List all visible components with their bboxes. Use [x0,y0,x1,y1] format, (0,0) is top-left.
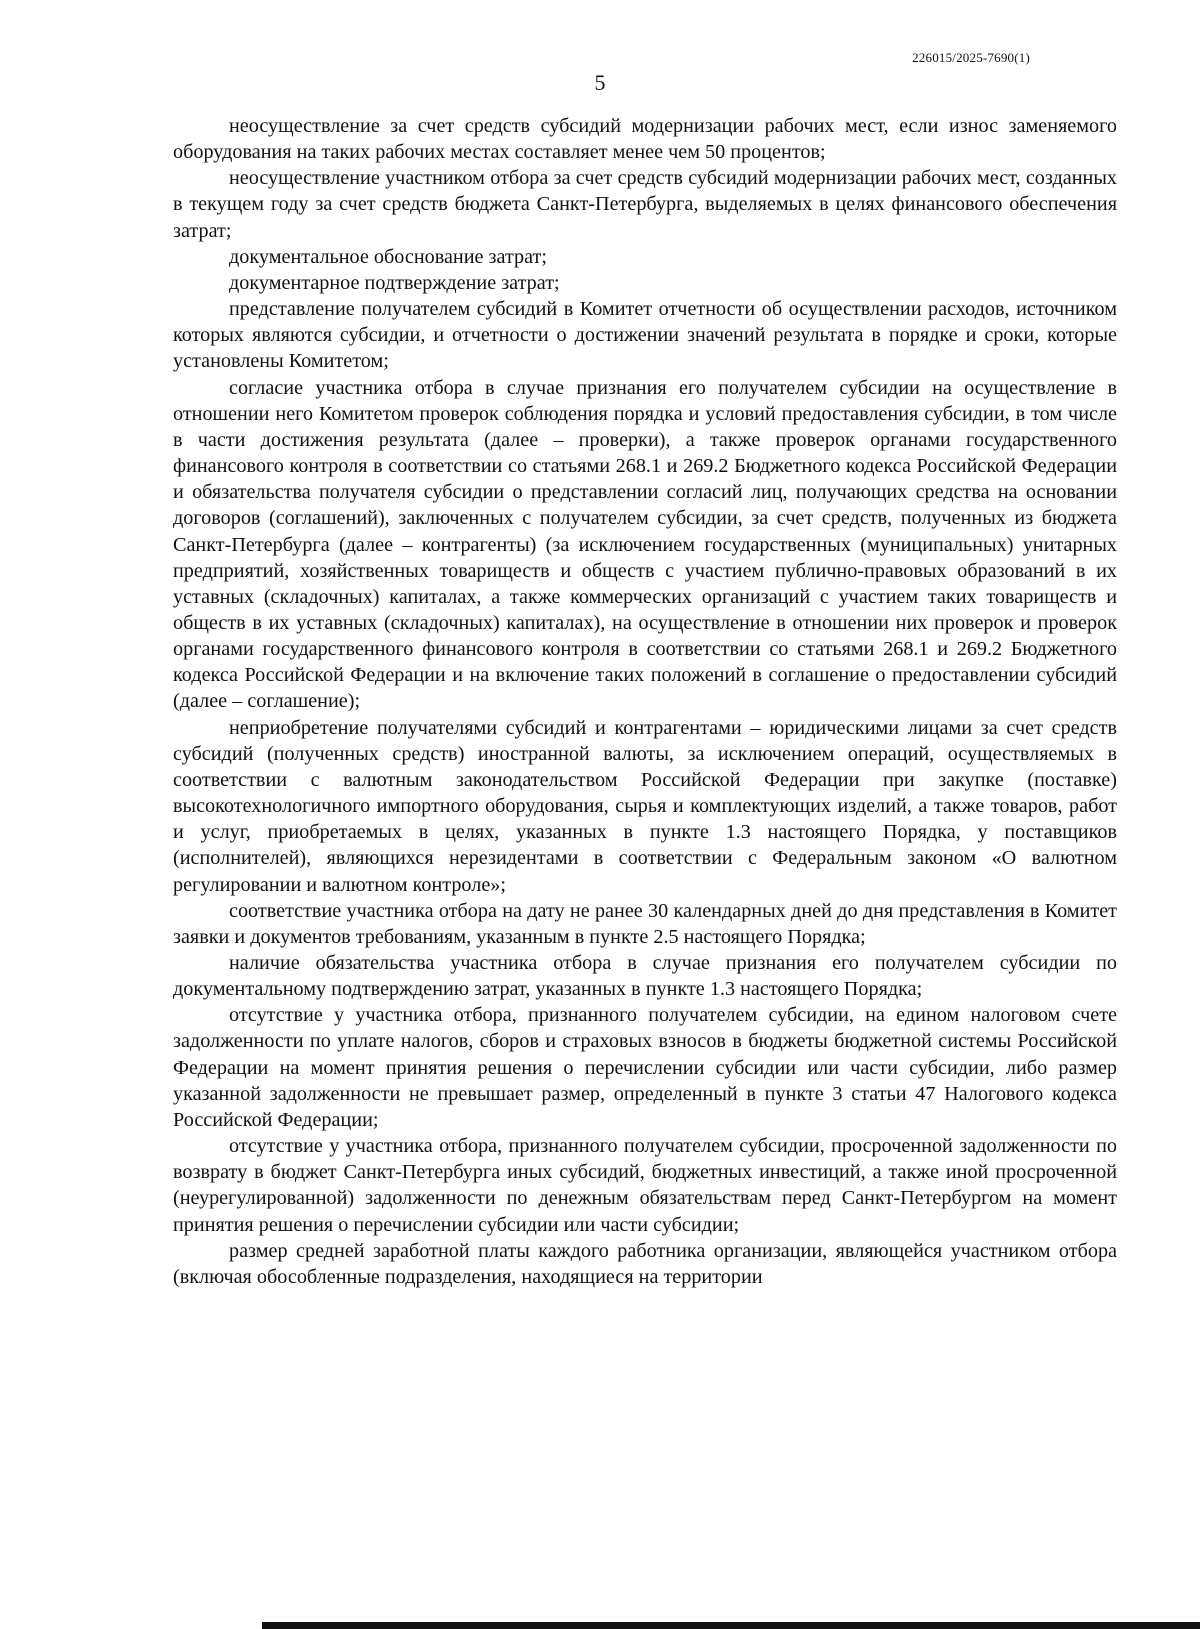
paragraph: неприобретение получателями субсидий и контрагентами – юридическими лицами за счет средств субсидий (полученных средств) иностранной валюты, за исключением операций, осуществляемых в соответствии с валютным законодательством Российской Федерации при закупке (поставке) высокотехнологичного импортного оборудования, сырья и комплектующих изделий, а также товаров, работ и услуг, приобретаемых в целях, указанных в пункте 1.3 настоящего Порядка, у поставщиков (исполнителей), являющихся нерезидентами в соответствии с Федеральным законом «О валютном регулировании и валютном контроле»; [173,716,1117,896]
page-number: 5 [594,70,606,95]
paragraph: отсутствие у участника отбора, признанного получателем субсидии, на едином налоговом счете задолженности по уплате налогов, сборов и страховых взносов в бюджеты бюджетной системы Российской Федерации на момент принятия решения о перечислении субсидии или части субсидии, либо размер указанной задолженности не превышает размер, определенный в пункте 3 статьи 47 Налогового кодекса Российской Федерации; [173,1004,1117,1131]
paragraph: неосуществление за счет средств субсидий модернизации рабочих мест, если износ заменяемого оборудования на таких рабочих местах составляет менее чем 50 процентов; [173,115,1117,164]
paragraph: соответствие участника отбора на дату не ранее 30 календарных дней до дня представления в Комитет заявки и документов требованиям, указанным в пункте 2.5 настоящего Порядка; [173,899,1117,948]
scan-edge-bar [262,1622,1200,1629]
paragraph: представление получателем субсидий в Комитет отчетности об осуществлении расходов, источником которых являются субсидии, и отчетности о достижении значений результата в порядке и сроки, которые установлены Комитетом; [173,298,1117,373]
document-body [173,113,1117,1290]
paragraph: документарное подтверждение затрат; [229,271,560,294]
paragraph: документальное обоснование затрат; [229,245,547,268]
document-number: 226015/2025-7690(1) [912,50,1030,65]
paragraph: неосуществление участником отбора за счет средств субсидий модернизации рабочих мест, созданных в текущем году за счет средств бюджета Санкт-Петербурга, выделяемых в целях финансового обеспечения затрат; [173,167,1117,242]
paragraph: наличие обязательства участника отбора в случае признания его получателем субсидии по документальному подтверждению затрат, указанных в пункте 1.3 настоящего Порядка; [173,952,1117,1001]
paragraph: отсутствие у участника отбора, признанного получателем субсидии, просроченной задолженности по возврату в бюджет Санкт-Петербурга иных субсидий, бюджетных инвестиций, а также иной просроченной (неурегулированной) задолженности по денежным обязательствам перед Санкт-Петербургом на момент принятия решения о перечислении субсидии или части субсидии; [173,1135,1117,1236]
paragraph: размер средней заработной платы каждого работника организации, являющейся участником отбора (включая обособленные подразделения, находящиеся на территории [173,1239,1117,1288]
paragraph: согласие участника отбора в случае признания его получателем субсидии на осуществление в отношении него Комитетом проверок соблюдения порядка и условий предоставления субсидии, в том числе в части достижения результата (далее – проверки), а также проверок органами государственного финансового контроля в соответствии со статьями 268.1 и 269.2 Бюджетного кодекса Российской Федерации и обязательства получателя субсидии о представлении согласий лиц, получающих средства на основании договоров (соглашений), заключенных с получателем субсидии, за счет средств, полученных из бюджета Санкт-Петербурга (далее – контрагенты) (за исключением государственных (муниципальных) унитарных предприятий, хозяйственных товариществ и обществ с участием публично-правовых образований в их уставных (складочных) капиталах, а также коммерческих организаций с участием таких товариществ и обществ в их уставных (складочных) капиталах), на осуществление в отношении них проверок и проверок органами государственного финансового контроля в соответствии со статьями 268.1 и 269.2 Бюджетного кодекса Российской Федерации и на включение таких положений в соглашение о предоставлении субсидий (далее – соглашение); [173,376,1117,713]
